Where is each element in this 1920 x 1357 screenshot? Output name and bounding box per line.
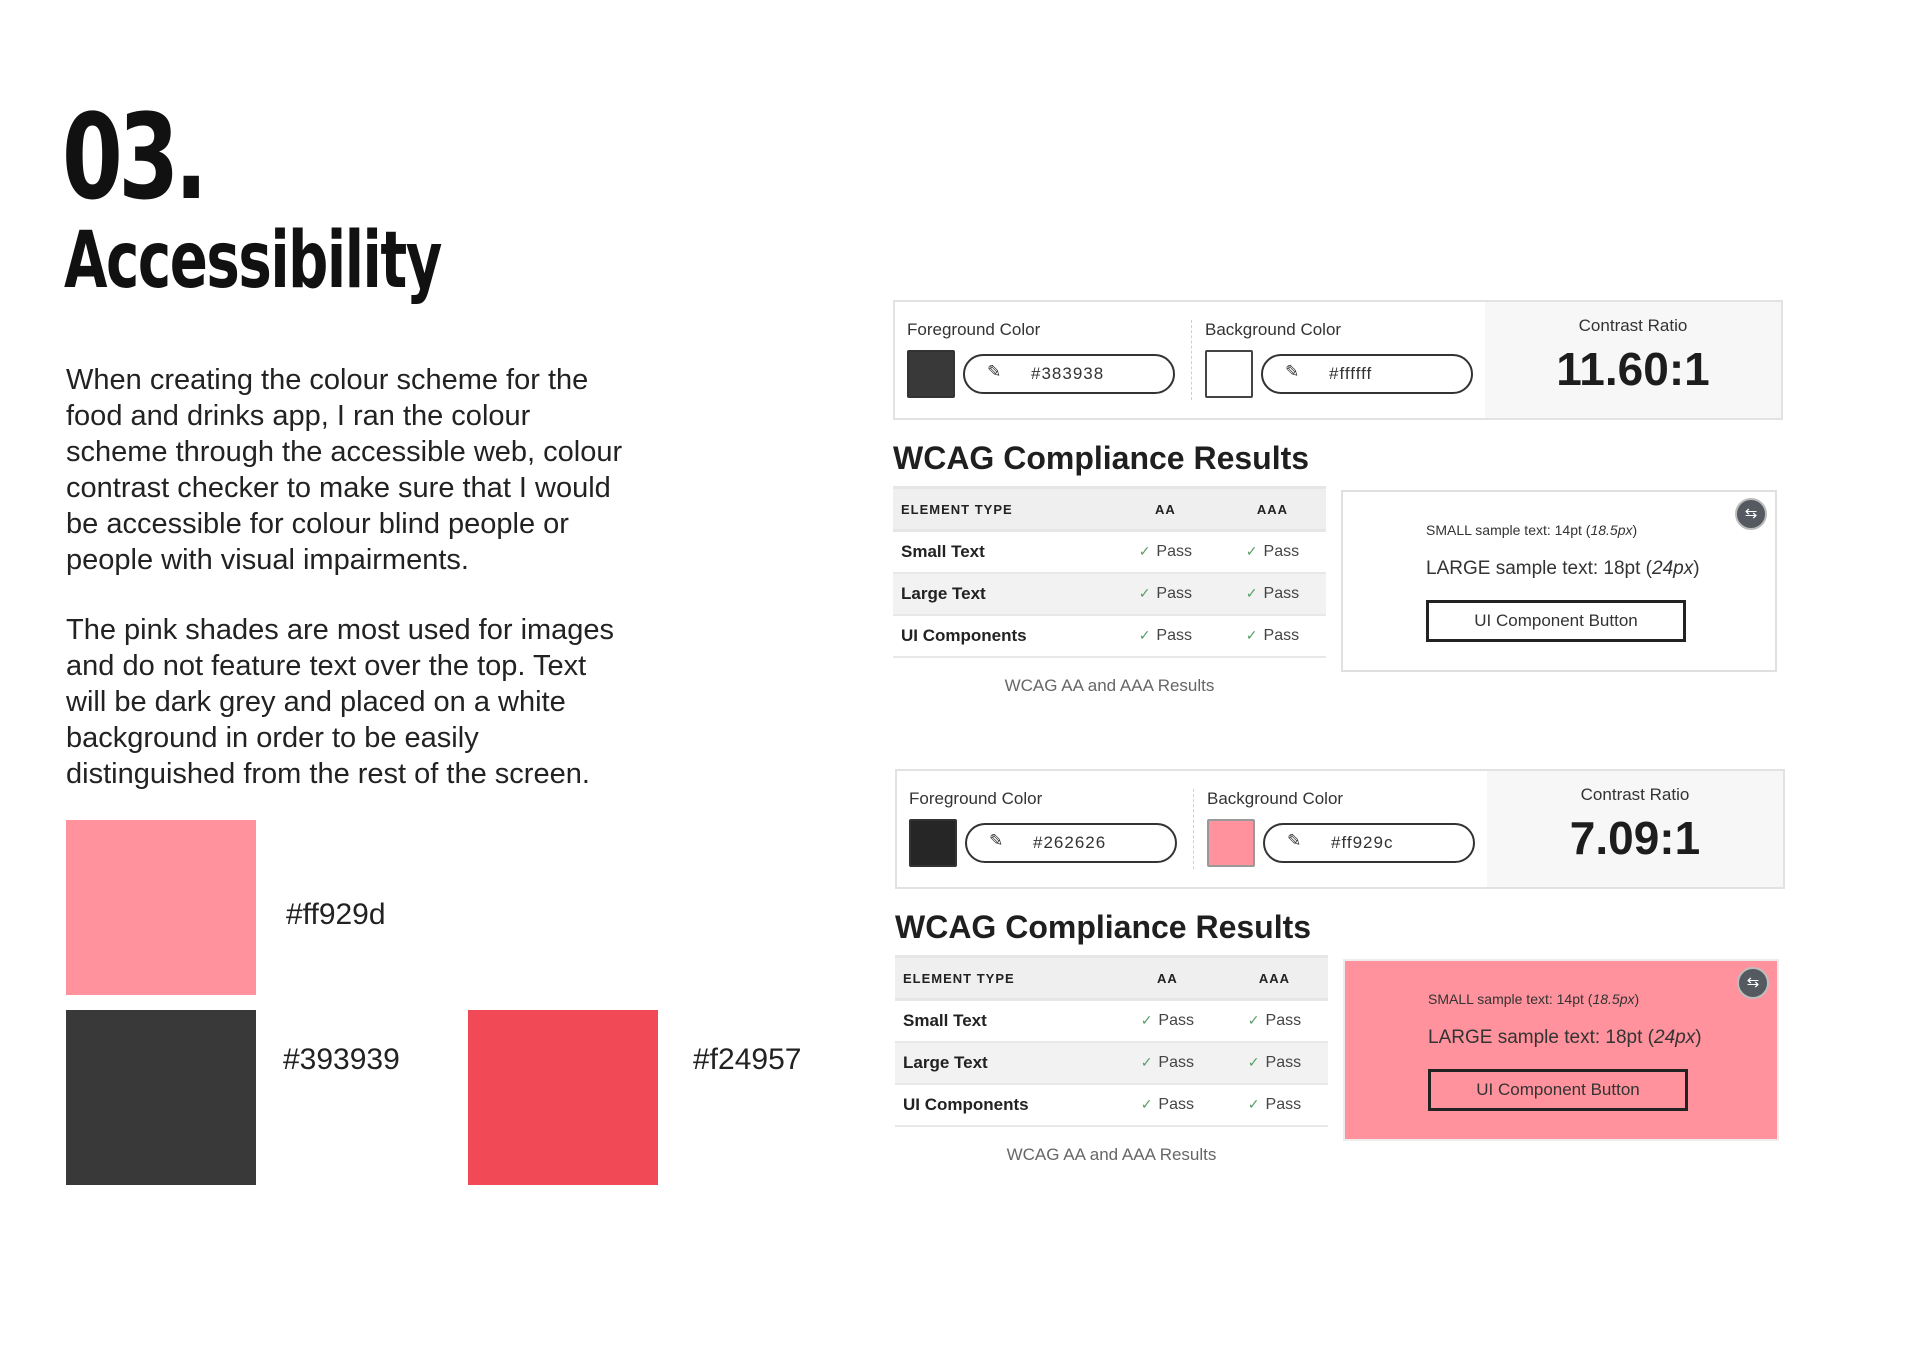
element-type-cell: Small Text [895, 1000, 1114, 1043]
sample-preview [1343, 959, 1779, 1141]
checkmark-icon: ✓ [1247, 1012, 1260, 1028]
eyedropper-icon[interactable]: ✎ [1287, 831, 1302, 850]
element-type-cell: UI Components [893, 615, 1112, 657]
background-color-label: Background Color [1205, 320, 1342, 339]
background-hex-value: #ffffff [1329, 364, 1373, 383]
foreground-hex-input[interactable] [963, 354, 1175, 394]
background-color-chip[interactable] [1205, 350, 1253, 398]
checkmark-icon: ✓ [1138, 627, 1151, 643]
contrast-ratio-panel [1485, 302, 1781, 418]
section-number: 03. [62, 88, 204, 226]
checkmark-icon: ✓ [1140, 1012, 1153, 1028]
element-type-cell: Small Text [893, 531, 1112, 574]
large-sample-text: LARGE sample text: 18pt (24px) [1426, 558, 1700, 579]
table-row [895, 1000, 1328, 1043]
foreground-color-chip[interactable] [909, 819, 957, 867]
sample-preview [1341, 490, 1777, 672]
foreground-hex-value: #383938 [1031, 364, 1105, 383]
element-type-cell: Large Text [893, 573, 1112, 615]
table-row [895, 1084, 1328, 1126]
aaa-result-cell: ✓ Pass [1221, 1084, 1328, 1126]
eyedropper-icon[interactable]: ✎ [1285, 362, 1300, 381]
aa-result-cell: ✓ Pass [1114, 1042, 1221, 1084]
checkmark-icon: ✓ [1247, 1096, 1260, 1112]
color-swatch-red [468, 1010, 658, 1185]
small-sample-text: SMALL sample text: 14pt (18.5px) [1428, 991, 1640, 1007]
color-swatch-dark-grey [66, 1010, 256, 1185]
background-color-chip[interactable] [1207, 819, 1255, 867]
checkmark-icon: ✓ [1245, 585, 1258, 601]
checkmark-icon: ✓ [1140, 1054, 1153, 1070]
checkmark-icon: ✓ [1138, 585, 1151, 601]
ui-component-button[interactable]: UI Component Button [1428, 1069, 1688, 1111]
aa-result-cell: ✓ Pass [1114, 1000, 1221, 1043]
aaa-result-cell: ✓ Pass [1221, 1000, 1328, 1043]
background-hex-value: #ff929c [1331, 833, 1394, 852]
col-aaa: AAA [1221, 957, 1328, 1000]
foreground-hex-input[interactable] [965, 823, 1177, 863]
foreground-color-group [897, 771, 1193, 887]
color-swatch-label: #ff929d [286, 898, 386, 931]
contrast-checker-2 [895, 769, 1785, 1164]
foreground-color-label: Foreground Color [907, 320, 1041, 339]
col-aaa: AAA [1219, 488, 1326, 531]
col-aa: AA [1112, 488, 1219, 531]
contrast-ratio-label: Contrast Ratio [1580, 785, 1690, 804]
swap-colors-icon[interactable]: ⇆ [1735, 498, 1767, 530]
table-row [893, 531, 1326, 574]
aa-result-cell: ✓ Pass [1114, 1084, 1221, 1126]
background-color-group [1195, 771, 1485, 887]
aaa-result-cell: ✓ Pass [1219, 531, 1326, 574]
aaa-result-cell: ✓ Pass [1219, 615, 1326, 657]
eyedropper-icon[interactable]: ✎ [989, 831, 1004, 850]
foreground-hex-value: #262626 [1033, 833, 1107, 852]
col-aa: AA [1114, 957, 1221, 1000]
wcag-results-table [895, 955, 1328, 1127]
contrast-ratio-label: Contrast Ratio [1578, 316, 1688, 335]
page-title: Accessibility [64, 216, 441, 306]
background-color-group [1193, 302, 1483, 418]
color-swatch-label: #f24957 [693, 1043, 802, 1076]
usage-paragraph: The pink shades are most used for images and do not feature text over the top. Text will be dark grey and placed on a white background in order to be easily distinguished from the rest of the screen. [66, 614, 615, 790]
table-header-row [895, 957, 1328, 1000]
contrast-ratio-value: 11.60:1 [1556, 343, 1710, 395]
element-type-cell: Large Text [895, 1042, 1114, 1084]
contrast-ratio-panel [1487, 771, 1783, 887]
color-inputs-bar [895, 769, 1785, 889]
checkmark-icon: ✓ [1245, 543, 1258, 559]
foreground-color-label: Foreground Color [909, 789, 1043, 808]
checkmark-icon: ✓ [1140, 1096, 1153, 1112]
small-sample-text: SMALL sample text: 14pt (18.5px) [1426, 522, 1638, 538]
divider [1191, 320, 1192, 400]
color-inputs-bar [893, 300, 1783, 420]
table-row [895, 1042, 1328, 1084]
wcag-results-title: WCAG Compliance Results [895, 909, 1312, 945]
checkmark-icon: ✓ [1245, 627, 1258, 643]
foreground-color-group [895, 302, 1191, 418]
intro-paragraph: When creating the colour scheme for the food and drinks app, I ran the colour scheme through the accessible web, colour contrast checker to make sure that I would be accessible for colour blind people or people with visual impairments. [66, 364, 623, 576]
ui-component-button[interactable]: UI Component Button [1426, 600, 1686, 642]
aaa-result-cell: ✓ Pass [1219, 573, 1326, 615]
aa-result-cell: ✓ Pass [1112, 531, 1219, 574]
table-header-row [893, 488, 1326, 531]
results-caption: WCAG AA and AAA Results [1006, 1145, 1217, 1164]
results-caption: WCAG AA and AAA Results [1004, 676, 1215, 695]
col-element-type: ELEMENT TYPE [893, 488, 1112, 531]
color-swatch-label: #393939 [283, 1043, 400, 1076]
color-swatch-pink [66, 820, 256, 995]
divider [1193, 789, 1194, 869]
contrast-ratio-value: 7.09:1 [1569, 812, 1701, 864]
large-sample-text: LARGE sample text: 18pt (24px) [1428, 1027, 1702, 1048]
table-row [893, 615, 1326, 657]
foreground-color-chip[interactable] [907, 350, 955, 398]
aa-result-cell: ✓ Pass [1112, 615, 1219, 657]
wcag-results-title: WCAG Compliance Results [893, 440, 1310, 476]
table-row [893, 573, 1326, 615]
swap-colors-icon[interactable]: ⇆ [1737, 967, 1769, 999]
background-hex-input[interactable] [1261, 354, 1473, 394]
background-hex-input[interactable] [1263, 823, 1475, 863]
aa-result-cell: ✓ Pass [1112, 573, 1219, 615]
wcag-results-table [893, 486, 1326, 658]
background-color-label: Background Color [1207, 789, 1344, 808]
element-type-cell: UI Components [895, 1084, 1114, 1126]
aaa-result-cell: ✓ Pass [1221, 1042, 1328, 1084]
col-element-type: ELEMENT TYPE [895, 957, 1114, 1000]
checkmark-icon: ✓ [1138, 543, 1151, 559]
contrast-checker-1 [893, 300, 1783, 695]
checkmark-icon: ✓ [1247, 1054, 1260, 1070]
eyedropper-icon[interactable]: ✎ [987, 362, 1002, 381]
